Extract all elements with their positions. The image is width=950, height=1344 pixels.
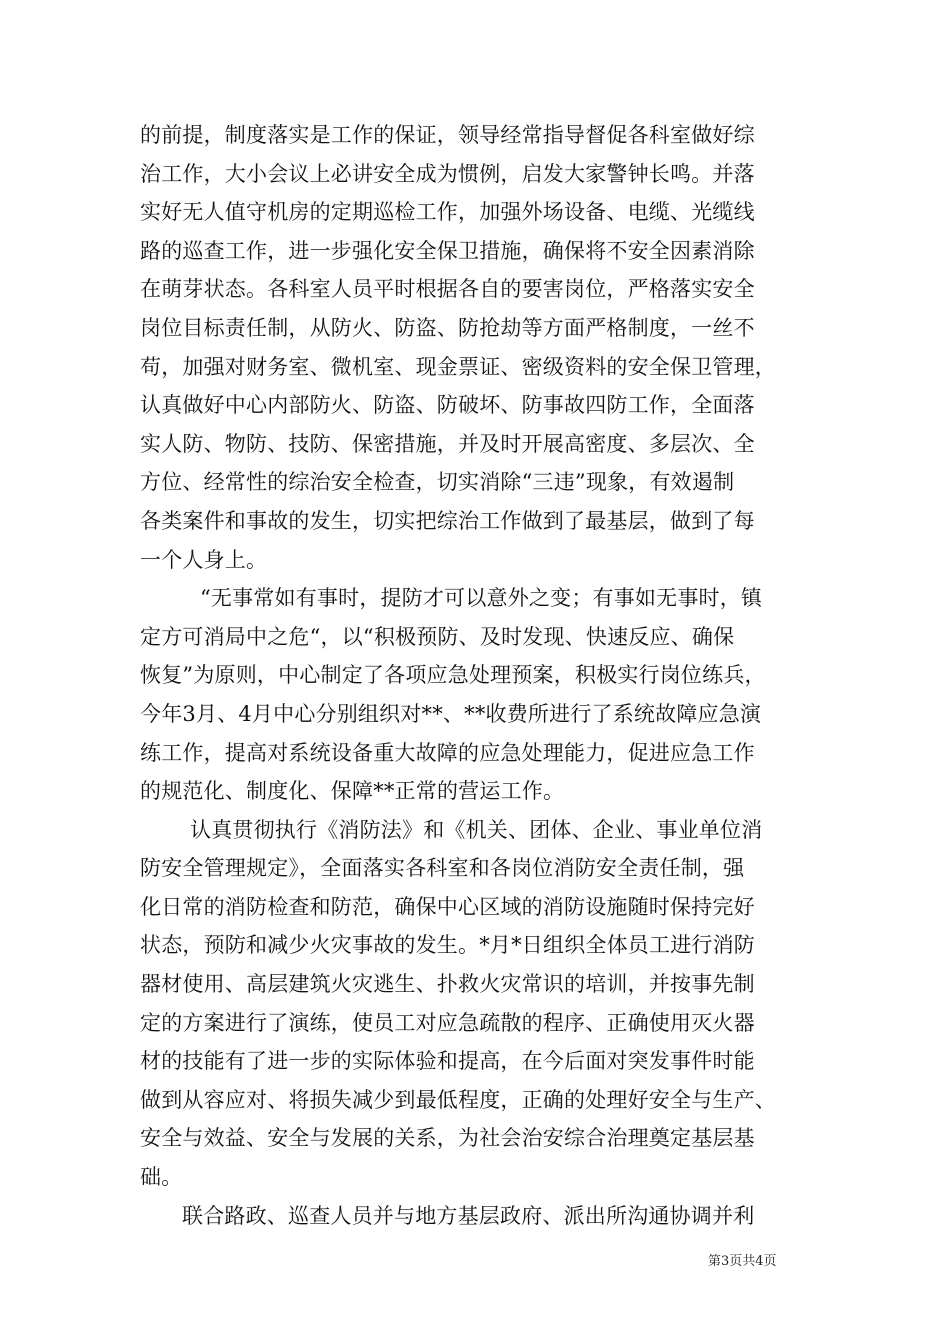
text-line: 实人防、物防、技防、保密措施，并及时开展高密度、多层次、全 xyxy=(140,431,755,456)
text-line: 苟，加强对财务室、微机室、现金票证、密级资料的安全保卫管理， xyxy=(140,354,776,379)
text-line: 做到从容应对、将损失减少到最低程度，正确的处理好安全与生产、 xyxy=(140,1087,776,1112)
text-line: 恢复”为原则，中心制定了各项应急处理预案，积极实行岗位练兵， xyxy=(140,663,766,688)
paragraph-first-line: 联合路政、巡查人员并与地方基层政府、派出所沟通协调并利 xyxy=(182,1203,755,1228)
text-line: 认真做好中心内部防火、防盗、防破坏、防事故四防工作，全面落 xyxy=(140,393,755,418)
document-body xyxy=(140,116,820,1235)
text-line: 一个人身上。 xyxy=(140,547,268,572)
text-line: 状态，预防和减少火灾事故的发生。*月*日组织全体员工进行消防 xyxy=(140,933,755,958)
paragraph-first-line: “无事常如有事时，提防才可以意外之变；有事如无事时，镇 xyxy=(200,586,763,611)
text-line: 岗位目标责任制，从防火、防盗、防抢劫等方面严格制度，一丝不 xyxy=(140,315,755,340)
text-line: 今年3月、4月中心分别组织对**、**收费所进行了系统故障应急演 xyxy=(140,701,762,726)
page-number: 第3页共4页 xyxy=(708,1254,777,1269)
text-line: 各类案件和事故的发生，切实把综治工作做到了最基层，做到了每 xyxy=(140,508,755,533)
text-line: 防安全管理规定》，全面落实各科室和各岗位消防安全责任制，强 xyxy=(140,856,745,881)
text-line: 方位、经常性的综治安全检查，切实消除“三违”现象，有效遏制 xyxy=(140,470,735,495)
text-line: 实好无人值守机房的定期巡检工作，加强外场设备、电缆、光缆线 xyxy=(140,200,755,225)
paragraph-first-line: 认真贯彻执行《消防法》和《机关、团体、企业、事业单位消 xyxy=(190,817,763,842)
text-line: 治工作，大小会议上必讲安全成为惯例，启发大家警钟长鸣。并落 xyxy=(140,161,755,186)
text-line: 定方可消局中之危“，以“积极预防、及时发现、快速反应、确保 xyxy=(140,624,735,649)
text-line: 的规范化、制度化、保障**正常的营运工作。 xyxy=(140,779,565,804)
text-line: 安全与效益、安全与发展的关系，为社会治安综合治理奠定基层基 xyxy=(140,1126,755,1151)
text-line: 路的巡查工作，进一步强化安全保卫措施，确保将不安全因素消除 xyxy=(140,238,755,263)
text-line: 器材使用、高层建筑火灾逃生、扑救火灾常识的培训，并按事先制 xyxy=(140,972,755,997)
text-line: 定的方案进行了演练，使员工对应急疏散的程序、正确使用灭火器 xyxy=(140,1010,755,1035)
text-line: 在萌芽状态。各科室人员平时根据各自的要害岗位，严格落实安全 xyxy=(140,277,755,302)
text-line: 化日常的消防检查和防范，确保中心区域的消防设施随时保持完好 xyxy=(140,894,755,919)
text-line: 础。 xyxy=(140,1165,183,1190)
text-line: 练工作，提高对系统设备重大故障的应急处理能力，促进应急工作 xyxy=(140,740,755,765)
text-line: 的前提，制度落实是工作的保证，领导经常指导督促各科室做好综 xyxy=(140,123,755,147)
text-line: 材的技能有了进一步的实际体验和提高，在今后面对突发事件时能 xyxy=(140,1049,755,1074)
